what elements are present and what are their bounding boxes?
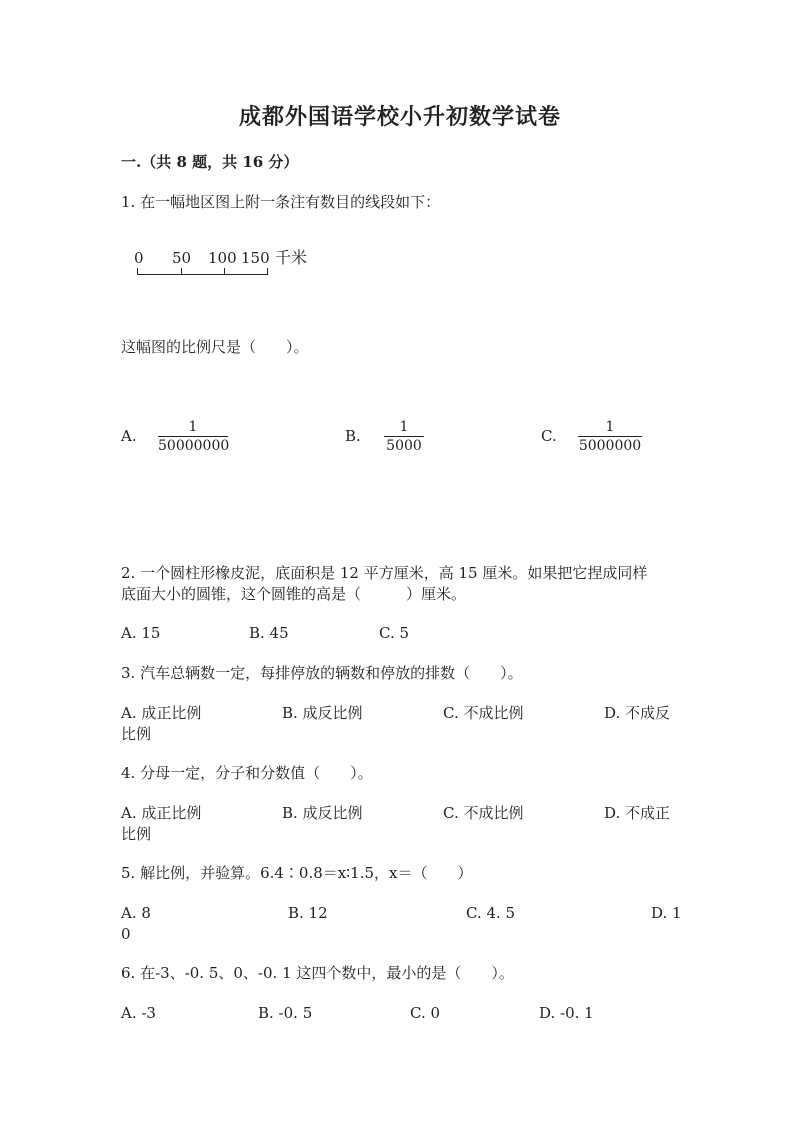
q3-option-d-wrap: 比例 (121, 725, 152, 743)
scale-label-50: 50 (172, 249, 192, 267)
q1-option-b-fraction (384, 419, 424, 454)
q3-option-a: A. 成正比例 (121, 704, 202, 722)
scale-tick (267, 268, 268, 274)
scale-tick (181, 268, 182, 274)
fraction-denominator: 5000 (384, 436, 424, 454)
q1-question: 这幅图的比例尺是（ ）。 (121, 338, 309, 356)
q1-option-c-fraction (578, 419, 642, 454)
scale-label-0: 0 (134, 249, 144, 267)
q2-stem-line1: 2. 一个圆柱形橡皮泥，底面积是 12 平方厘米，高 15 厘米。如果把它捏成同样 (121, 564, 648, 582)
q4-option-d-wrap: 比例 (121, 825, 152, 843)
fraction-denominator: 50000000 (158, 438, 230, 454)
q1-option-a-fraction (158, 419, 228, 454)
q6-option-b: B. -0. 5 (258, 1004, 313, 1022)
q4-option-b: B. 成反比例 (282, 804, 363, 822)
q5-option-c: C. 4. 5 (466, 904, 516, 922)
q3-stem: 3. 汽车总辆数一定，每排停放的辆数和停放的排数（ ）。 (121, 664, 523, 682)
fraction-numerator: 1 (399, 419, 409, 435)
q2-option-b: B. 45 (249, 624, 289, 642)
scale-label-100: 100 (208, 249, 237, 267)
scale-tick (137, 268, 138, 274)
q3-option-b: B. 成反比例 (282, 704, 363, 722)
q2-option-c: C. 5 (379, 624, 410, 642)
scale-line (137, 274, 268, 275)
q5-option-b: B. 12 (288, 904, 328, 922)
q1-option-c-letter: C. (541, 427, 557, 445)
q1-stem: 1. 在一幅地区图上附一条注有数目的线段如下： (121, 193, 441, 211)
page-title: 成都外国语学校小升初数学试卷 (238, 104, 561, 130)
q2-option-a: A. 15 (121, 624, 161, 642)
q4-option-a: A. 成正比例 (121, 804, 202, 822)
q6-stem: 6. 在-3、-0. 5、0、-0. 1 这四个数中，最小的是（ ）。 (121, 964, 514, 982)
q5-option-d-wrap: 0 (121, 925, 131, 943)
q1-option-a-letter: A. (121, 427, 137, 445)
q6-option-c: C. 0 (410, 1004, 441, 1022)
q3-option-d: D. 不成反 (604, 704, 671, 722)
q6-option-d: D. -0. 1 (539, 1004, 594, 1022)
q5-option-a: A. 8 (121, 904, 151, 922)
q4-option-d: D. 不成正 (604, 804, 671, 822)
section-header: 一.（共 8 题，共 16 分） (121, 153, 299, 171)
q6-option-a: A. -3 (121, 1004, 156, 1022)
q1-option-b-letter: B. (345, 427, 361, 445)
fraction-numerator: 1 (188, 419, 198, 435)
fraction-numerator: 1 (605, 419, 615, 435)
q2-stem-line2: 底面大小的圆锥，这个圆锥的高是（ ）厘米。 (121, 585, 467, 603)
scale-unit: 千米 (275, 248, 308, 267)
scale-tick (224, 268, 225, 274)
fraction-denominator: 5000000 (578, 438, 642, 454)
q4-stem: 4. 分母一定，分子和分数值（ ）。 (121, 764, 373, 782)
scale-bar-figure (134, 248, 334, 284)
q3-option-c: C. 不成比例 (443, 704, 524, 722)
q5-option-d: D. 1 (651, 904, 682, 922)
scale-label-150: 150 (241, 249, 270, 267)
q4-option-c: C. 不成比例 (443, 804, 524, 822)
q5-stem: 5. 解比例，并验算。6.4∶0.8＝x∶1.5，x＝（ ） (121, 864, 473, 882)
